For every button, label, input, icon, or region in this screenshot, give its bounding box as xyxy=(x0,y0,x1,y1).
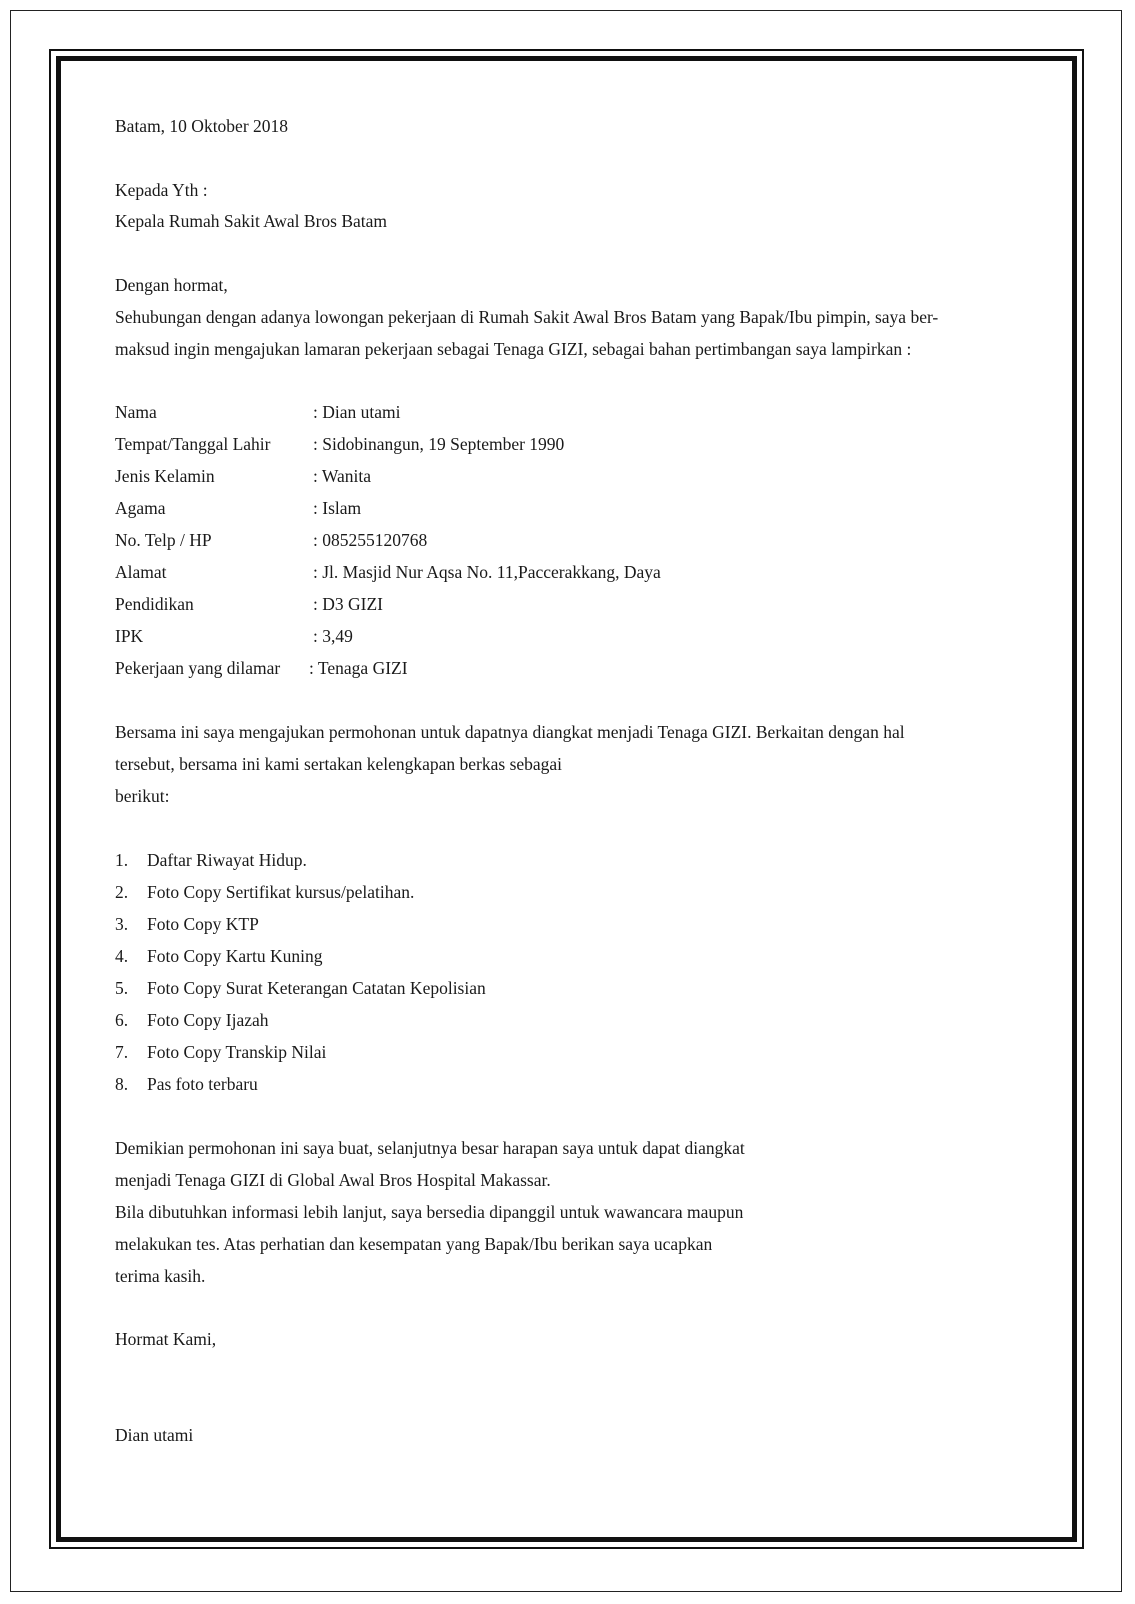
field-label: Jenis Kelamin xyxy=(115,466,215,486)
field-value: : Wanita xyxy=(313,466,372,486)
intro-line: Sehubungan dengan adanya lowongan pekerjaan di Rumah Sakit Awal Bros Batam yang Bapak/Ibu pimpin, saya ber- xyxy=(115,307,939,327)
body-line: tersebut, bersama ini kami sertakan kelengkapan berkas sebagai xyxy=(115,754,563,774)
field-label: Pendidikan xyxy=(115,594,194,614)
closing-line: Bila dibutuhkan informasi lebih lanjut, saya bersedia dipanggil untuk wawancara maupun xyxy=(115,1202,744,1222)
recipient: Kepala Rumah Sakit Awal Bros Batam xyxy=(115,211,388,231)
closing-line: melakukan tes. Atas perhatian dan kesempatan yang Bapak/Ibu berikan saya ucapkan xyxy=(115,1234,713,1254)
field-label: IPK xyxy=(115,626,144,646)
body-line: berikut: xyxy=(115,786,170,806)
field-label: No. Telp / HP xyxy=(115,530,212,550)
to-label: Kepada Yth : xyxy=(115,180,208,200)
field-value: : 085255120768 xyxy=(313,530,428,550)
field-value: : Islam xyxy=(313,498,362,518)
intro-line: maksud ingin mengajukan lamaran pekerjaan sebagai Tenaga GIZI, sebagai bahan pertimbangan saya lampirkan : xyxy=(115,339,912,359)
body-line: Bersama ini saya mengajukan permohonan untuk dapatnya diangkat menjadi Tenaga GIZI. Berkaitan dengan hal xyxy=(115,722,905,742)
field-label: Nama xyxy=(115,402,157,422)
closing-line: menjadi Tenaga GIZI di Global Awal Bros Hospital Makassar. xyxy=(115,1170,551,1190)
field-label: Alamat xyxy=(115,562,167,582)
valediction: Hormat Kami, xyxy=(115,1329,217,1349)
field-value: : Dian utami xyxy=(313,402,401,422)
field-label: Agama xyxy=(115,498,166,518)
closing-line: terima kasih. xyxy=(115,1266,206,1286)
field-label: Tempat/Tanggal Lahir xyxy=(115,434,271,454)
field-label: Pekerjaan yang dilamar xyxy=(115,658,281,678)
field-value: : 3,49 xyxy=(313,626,353,646)
field-value: : D3 GIZI xyxy=(313,594,383,614)
field-value: : Tenaga GIZI xyxy=(309,658,408,678)
field-value: : Sidobinangun, 19 September 1990 xyxy=(313,434,565,454)
letter-date: Batam, 10 Oktober 2018 xyxy=(115,116,289,136)
signer-name: Dian utami xyxy=(115,1425,194,1445)
salutation: Dengan hormat, xyxy=(115,275,228,295)
closing-line: Demikian permohonan ini saya buat, selanjutnya besar harapan saya untuk dapat diangkat xyxy=(115,1138,745,1158)
field-value: : Jl. Masjid Nur Aqsa No. 11,Paccerakkang, Daya xyxy=(313,562,661,582)
